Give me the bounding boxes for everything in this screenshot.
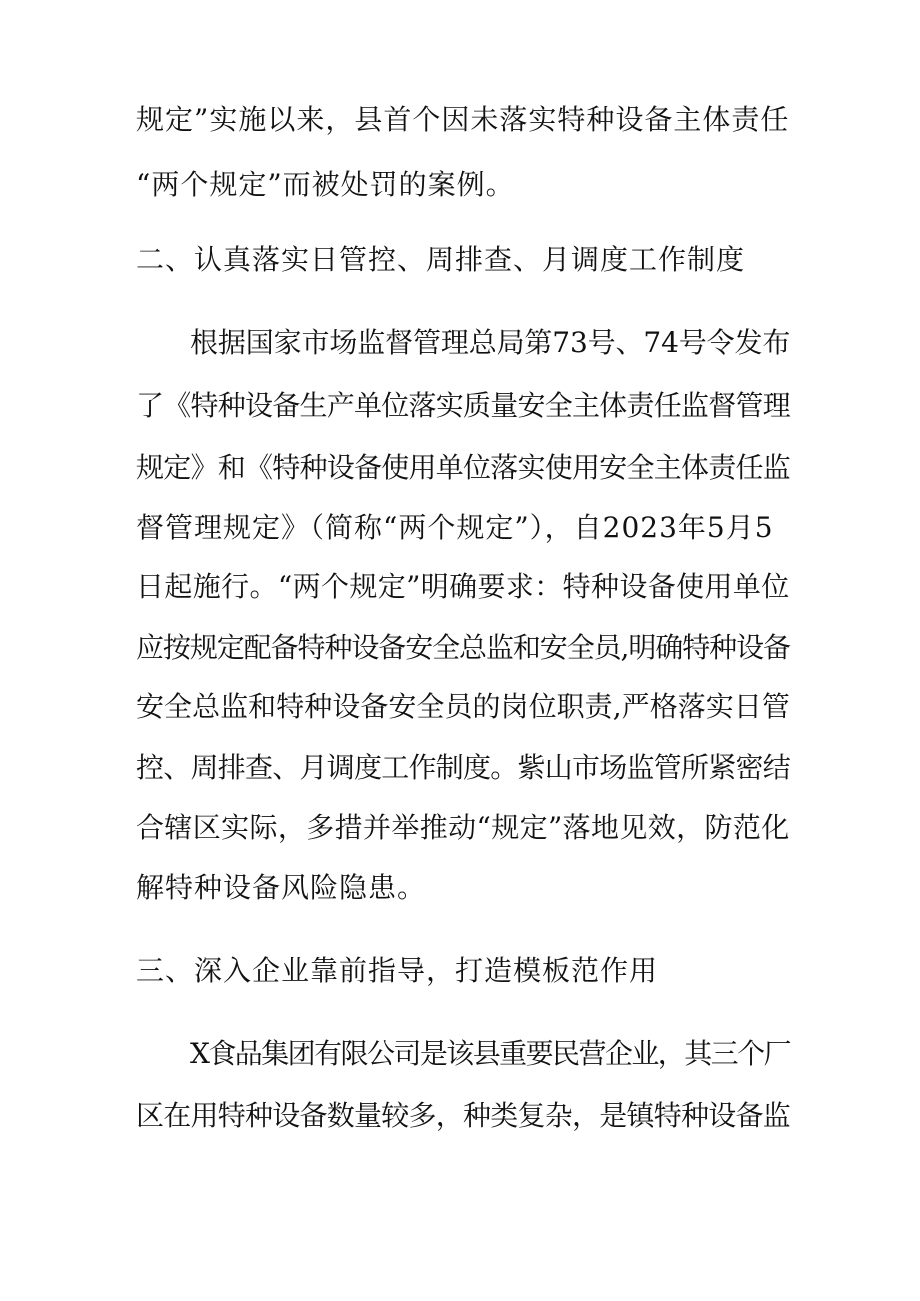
- paragraph-line: 安全总监和特种设备安全员的岗位职责,严格落实日管: [136, 690, 790, 723]
- paragraph-line: 根据国家市场监督管理总局第73号、74号令发布: [190, 326, 791, 359]
- paragraph-line: 控、周排查、月调度工作制度。紫山市场监管所紧密结: [136, 751, 791, 784]
- section-heading: 二、认真落实日管控、周排查、月调度工作制度: [136, 243, 746, 276]
- paragraph-line: 了《特种设备生产单位落实质量安全主体责任监督管理: [136, 389, 791, 422]
- paragraph-line: 合辖区实际，多措并举推动“规定”落地见效，防范化: [136, 811, 790, 844]
- paragraph-line: X食品集团有限公司是该县重要民营企业，其三个厂: [190, 1037, 790, 1070]
- paragraph-line: 规定”实施以来，县首个因未落实特种设备主体责任: [136, 103, 790, 136]
- section-heading: 三、深入企业靠前指导，打造模板范作用: [136, 954, 659, 987]
- paragraph-line: 区在用特种设备数量较多，种类复杂，是镇特种设备监: [136, 1099, 791, 1132]
- paragraph-line: 督管理规定》（简称“两个规定”），自2023年5月5: [136, 511, 774, 544]
- paragraph-line: 解特种设备风险隐患。: [136, 871, 427, 904]
- paragraph-line: “两个规定”而被处罚的案例。: [136, 168, 515, 201]
- paragraph-line: 日起施行。“两个规定”明确要求：特种设备使用单位: [136, 570, 790, 603]
- paragraph-line: 应按规定配备特种设备安全总监和安全员,明确特种设备: [136, 631, 790, 664]
- paragraph-line: 规定》和《特种设备使用单位落实使用安全主体责任监: [136, 451, 791, 484]
